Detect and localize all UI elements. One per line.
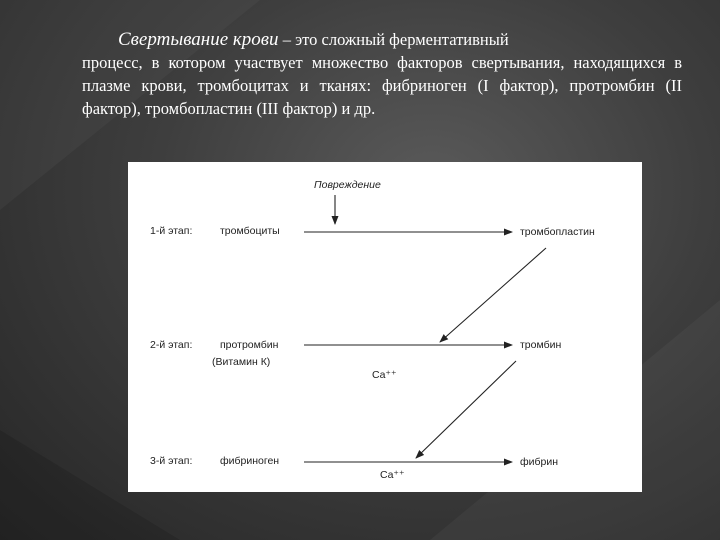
stage-3-label: 3-й этап: [150,455,193,467]
stage-1-label: 1-й этап: [150,225,193,237]
coagulation-diagram-svg [128,162,642,492]
stage-2-note: (Витамин К) [212,356,271,368]
stage-3-cofactor: Ca⁺⁺ [380,469,405,481]
definition-first-line [82,28,682,51]
trigger-label: Повреждение [314,179,381,191]
stage-3-input: фибриноген [220,455,280,467]
thromboplastin-to-stage-2-arrow [440,248,546,342]
stage-1-input: тромбоциты [220,225,280,237]
definition-line1-rest: это сложный ферментативный [295,30,509,49]
stage-2-cofactor: Ca⁺⁺ [372,369,397,381]
definition-dash: – [278,30,296,49]
stage-2-input: протромбин [220,339,279,351]
definition-body: процесс, в котором участвует множество факторов свертывания, находящихся в плазме крови, тромбоцитах и тканях: фибриноген (I фактор), протромбин (II фактор), тромбопластин (III фактор) и др. [82,53,682,118]
coagulation-diagram [128,162,642,492]
stage-2-label: 2-й этап: [150,339,193,351]
stage-3-output: фибрин [520,456,559,468]
definition-paragraph [82,28,682,120]
stage-1-output: тромбопластин [520,226,595,238]
definition-term: Свертывание крови [118,29,279,50]
stage-2-output: тромбин [520,339,562,351]
thrombin-to-stage-3-arrow [416,361,516,458]
